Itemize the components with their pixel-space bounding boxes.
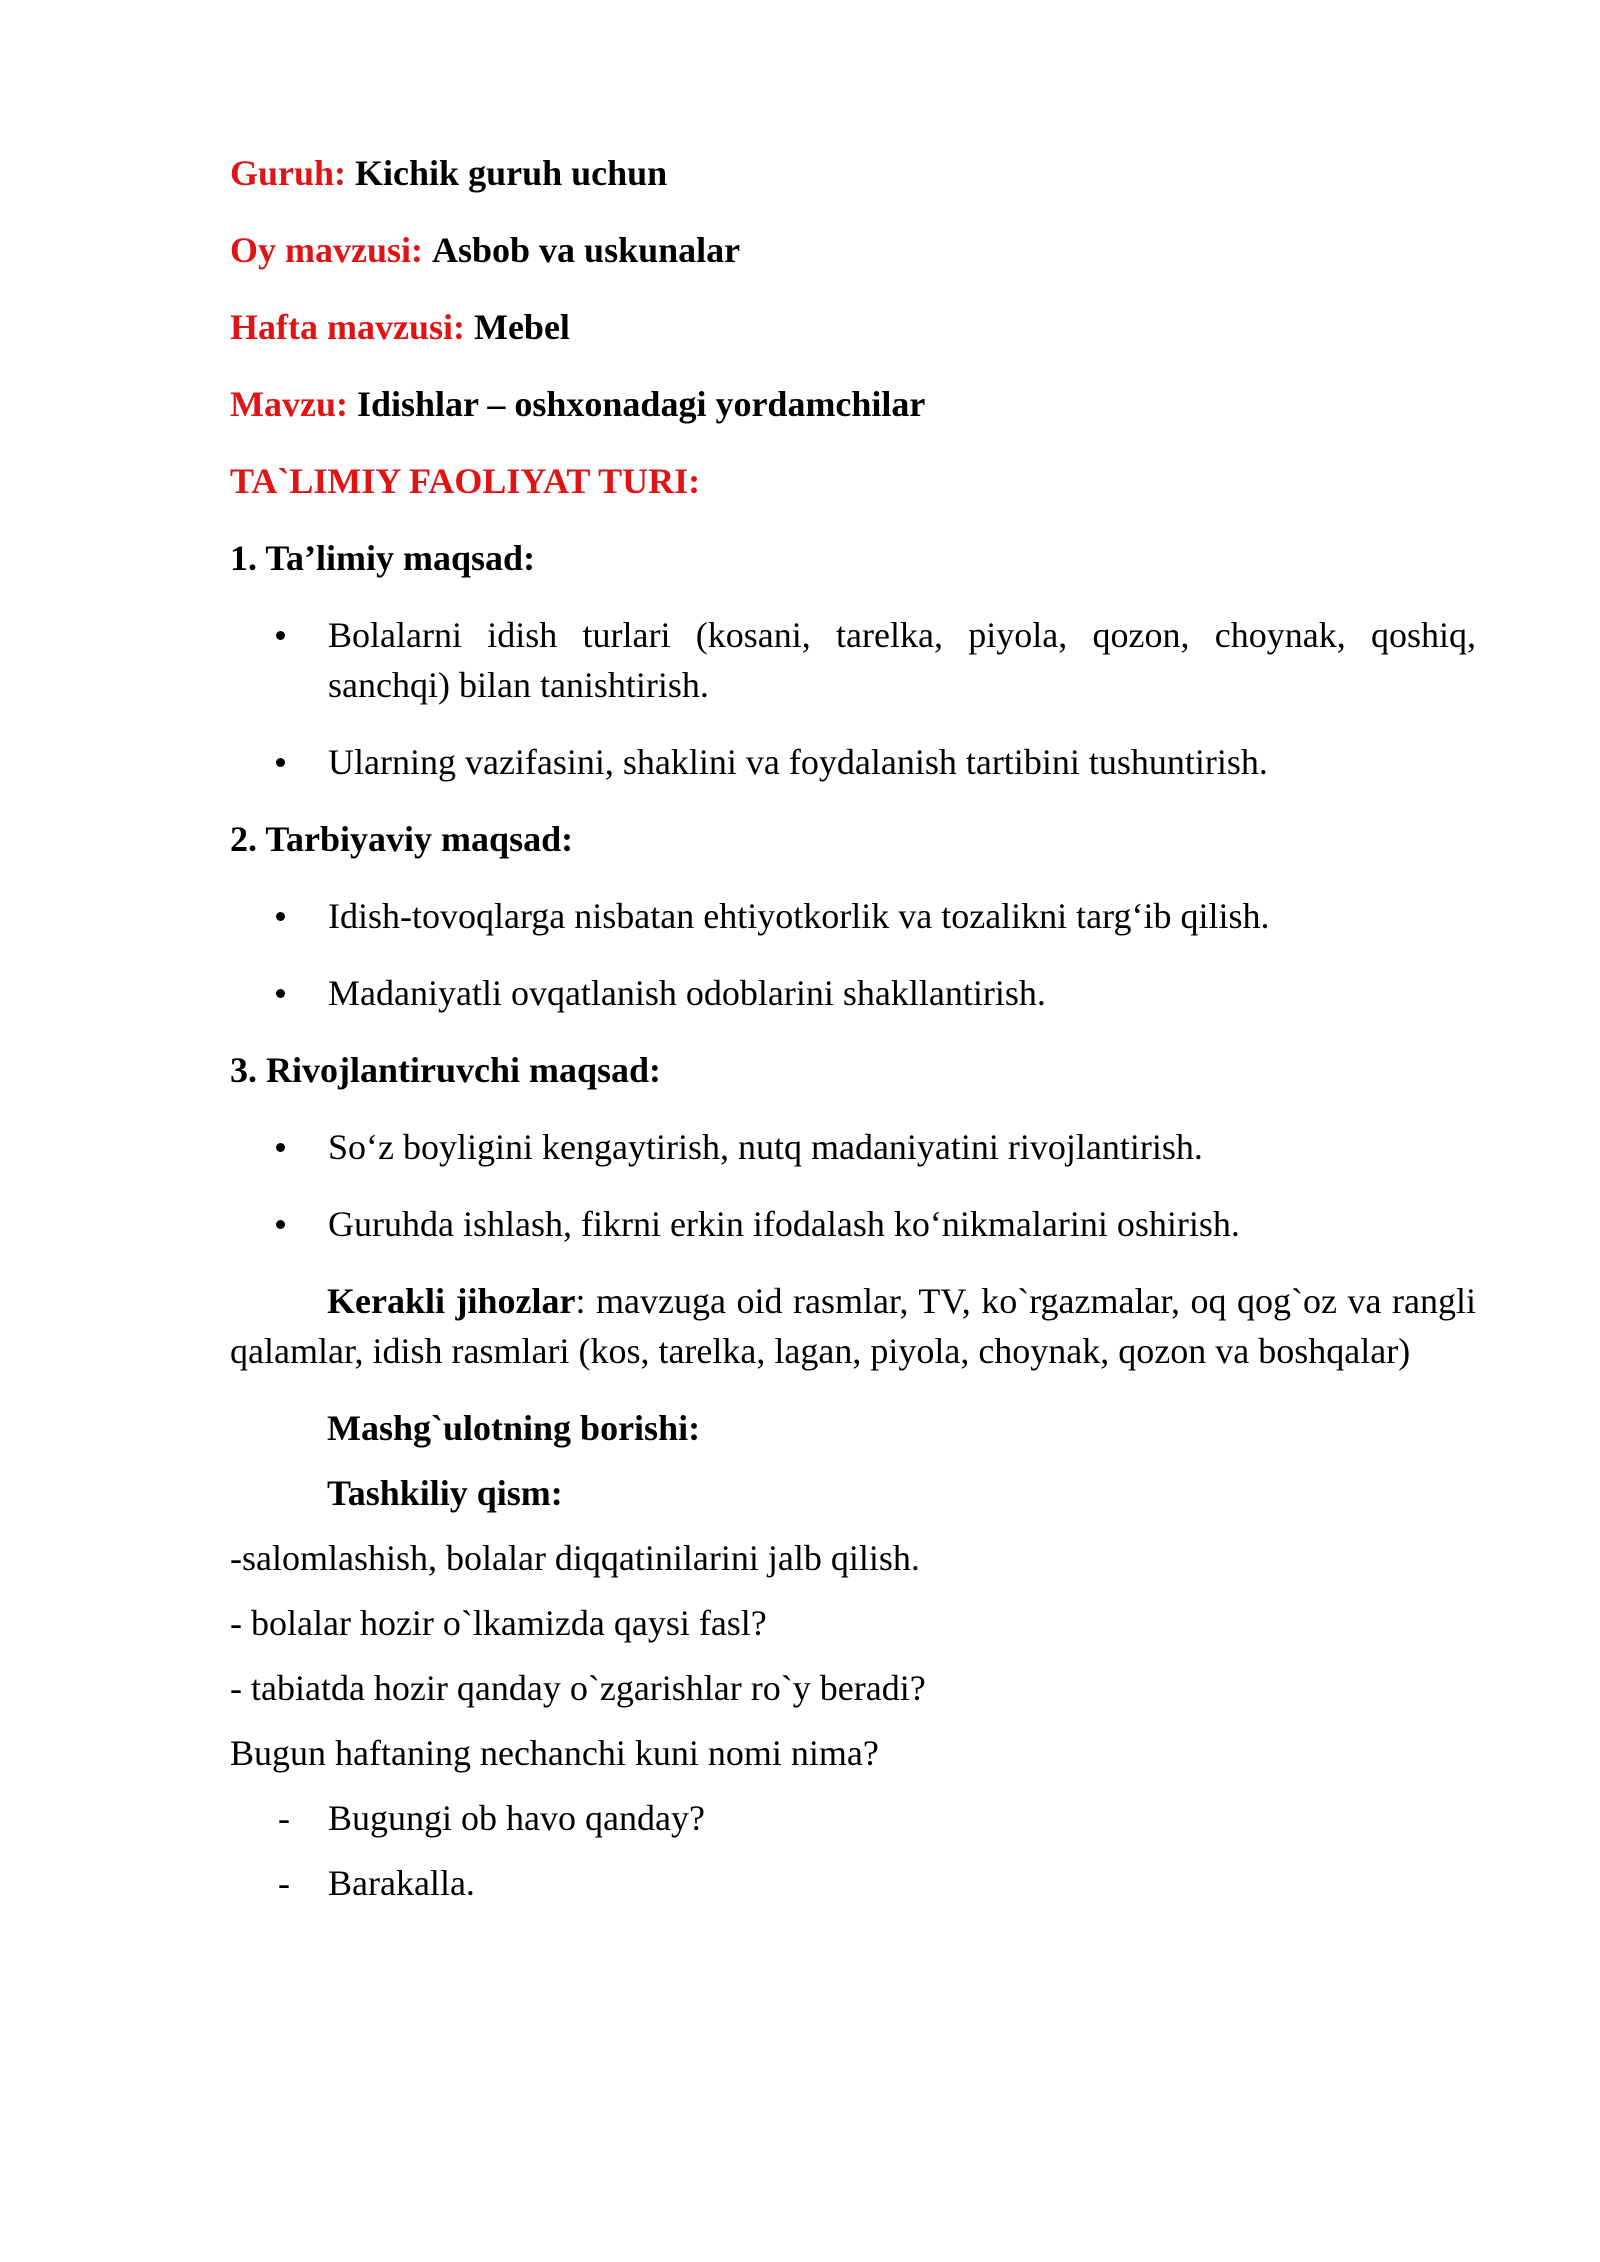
week-topic-value: Mebel [473,307,570,347]
list-item [230,737,1476,787]
bullet-icon [276,912,285,921]
educational-goal-title: 1. Ta’limiy maqsad: [230,538,536,578]
group-line [230,148,1476,198]
upbringing-goal-list [230,891,1476,1018]
upbringing-goal-title: 2. Tarbiyaviy maqsad: [230,819,574,859]
month-topic-label: Oy mavzusi: [230,230,423,270]
list-item-text: So‘z boyligini kengaytirish, nutq madaniyatini rivojlantirish. [328,1127,1203,1167]
bullet-icon [276,989,285,998]
group-label: Guruh: [230,153,347,193]
list-item [230,1858,1476,1908]
equipment-label: Kerakli jihozlar [327,1281,576,1321]
developmental-goal-title: 3. Rivojlantiruvchi maqsad: [230,1050,662,1090]
list-item [230,610,1476,710]
group-value: Kichik guruh uchun [355,153,668,193]
equipment-text: : mavzuga oid rasmlar, TV, ko`rgazmalar, oq qog`oz va rangli qalamlar, idish rasmlari (kos, tarelka, lagan, piyola, choynak, qozon va boshqalar) [230,1281,1476,1371]
list-item [230,1122,1476,1172]
activity-type-heading: TA`LIMIY FAOLIYAT TURI: [230,461,701,501]
list-item [230,968,1476,1018]
list-item [230,891,1476,941]
topic-line [230,379,1476,429]
list-item-text: Guruhda ishlash, fikrni erkin ifodalash ko‘nikmalarini oshirish. [328,1204,1240,1244]
list-item-text: Madaniyatli ovqatlanish odoblarini shakllantirish. [328,973,1046,1013]
topic-label: Mavzu: [230,384,348,424]
bullet-icon [276,758,285,767]
dash-list [230,1793,1476,1908]
week-topic-label: Hafta mavzusi: [230,307,465,347]
lesson-line: Bugun haftaning nechanchi kuni nomi nima? [230,1733,879,1773]
bullet-icon [276,1143,285,1152]
month-topic-line [230,225,1476,275]
dash-marker: - [278,1863,290,1903]
list-item-text: Barakalla. [328,1863,475,1903]
list-item [230,1199,1476,1249]
educational-goal-list [230,610,1476,787]
equipment-paragraph [230,1276,1476,1376]
organizational-part-title: Tashkiliy qism: [327,1473,563,1513]
list-item-text: Ularning vazifasini, shaklini va foydalanish tartibini tushuntirish. [328,742,1268,782]
bullet-icon [276,631,285,640]
list-item-text: Bolalarni idish turlari (kosani, tarelka, piyola, qozon, choynak, qoshiq, sanchqi) bilan tanishtirish. [328,615,1476,705]
lesson-line: - bolalar hozir o`lkamizda qaysi fasl? [230,1603,767,1643]
week-topic-line [230,302,1476,352]
lesson-progress-title: Mashg`ulotning borishi: [327,1408,701,1448]
developmental-goal-list [230,1122,1476,1249]
list-item-text: Bugungi ob havo qanday? [328,1798,705,1838]
month-topic-value: Asbob va uskunalar [432,230,741,270]
dash-marker: - [278,1798,290,1838]
lesson-line: -salomlashish, bolalar diqqatinilarini jalb qilish. [230,1538,920,1578]
bullet-icon [276,1220,285,1229]
list-item-text: Idish-tovoqlarga nisbatan ehtiyotkorlik va tozalikni targ‘ib qilish. [328,896,1270,936]
lesson-line: - tabiatda hozir qanday o`zgarishlar ro`y beradi? [230,1668,926,1708]
topic-value: Idishlar – oshxonadagi yordamchilar [356,384,926,424]
document-page [230,148,1476,1923]
list-item [230,1793,1476,1843]
